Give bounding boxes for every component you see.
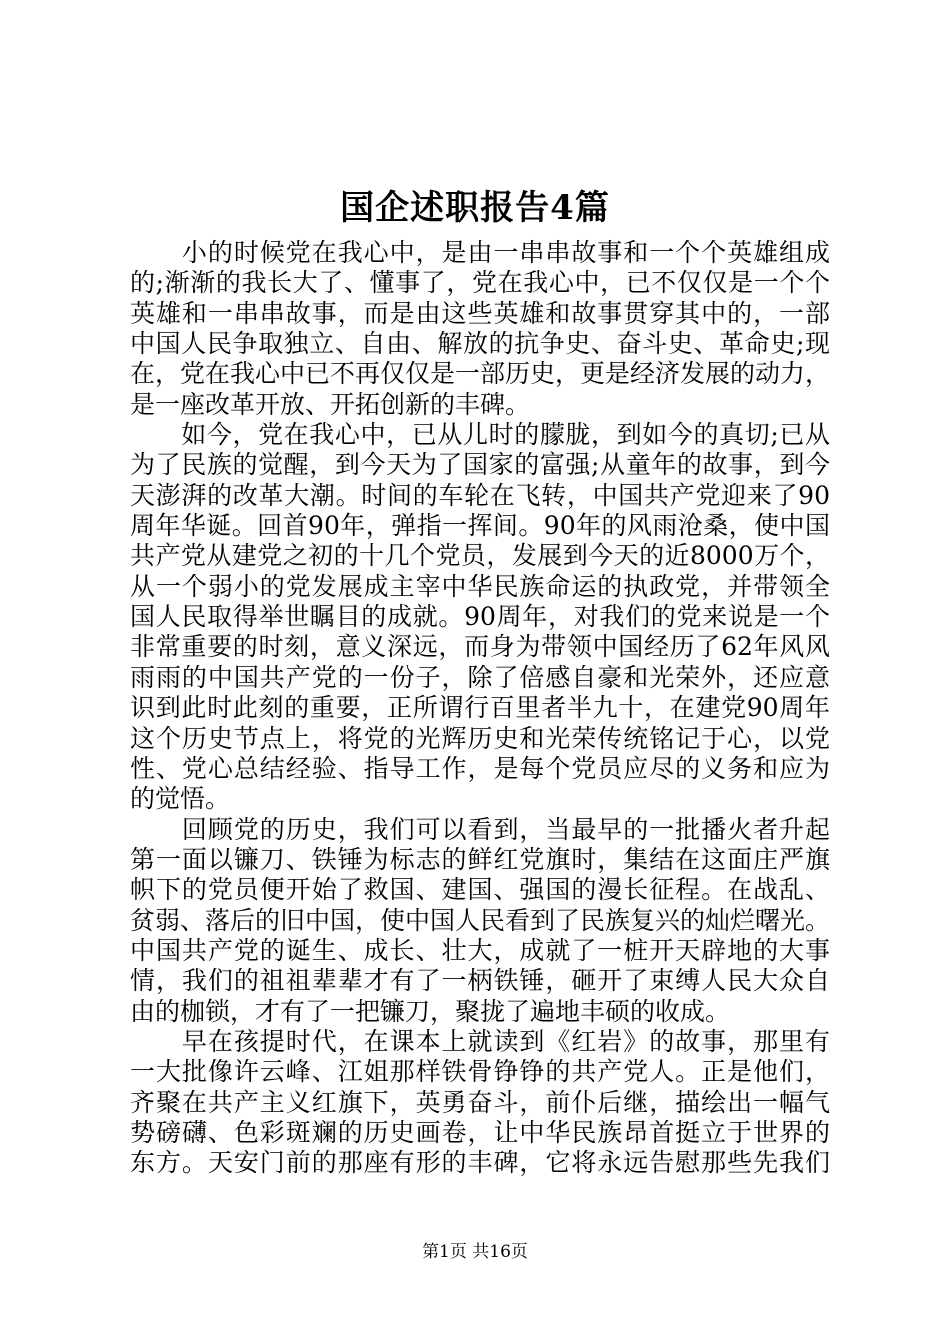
body-line: 共产党从建党之初的十几个党员，发展到今天的近8000万个， [130,541,830,571]
body-line: 雨雨的中国共产党的一份子，除了倍感自豪和光荣外，还应意 [130,662,830,692]
body-line: 性、党心总结经验、指导工作，是每个党员应尽的义务和应为 [130,753,830,783]
body-line: 天澎湃的改革大潮。时间的车轮在飞转，中国共产党迎来了90 [130,480,830,510]
body-line: 从一个弱小的党发展成主宰中华民族命运的执政党，并带领全 [130,571,830,601]
body-line: 是一座改革开放、开拓创新的丰碑。 [130,389,531,419]
document-title: 国企述职报告4篇 [340,188,610,228]
body-line: 非常重要的时刻，意义深远，而身为带领中国经历了62年风风 [130,632,830,662]
body-line: 的;渐渐的我长大了、懂事了，党在我心中，已不仅仅是一个个 [130,268,830,298]
body-line: 国人民取得举世瞩目的成就。90周年，对我们的党来说是一个 [130,602,830,632]
body-line: 如今，党在我心中，已从儿时的朦胧，到如今的真切;已从 [130,420,830,450]
body-line: 齐聚在共产主义红旗下，英勇奋斗，前仆后继，描绘出一幅气 [130,1087,830,1117]
body-line: 识到此时此刻的重要，正所谓行百里者半九十，在建党90周年 [130,693,830,723]
body-line: 情，我们的祖祖辈辈才有了一柄铁锤，砸开了束缚人民大众自 [130,966,830,996]
page-footer: 第1页 共16页 [422,1242,528,1262]
body-line: 的觉悟。 [130,784,231,814]
document-body [130,238,830,1179]
body-line: 由的枷锁，才有了一把镰刀，聚拢了遍地丰硕的收成。 [130,996,731,1026]
body-line: 小的时候党在我心中，是由一串串故事和一个个英雄组成 [130,238,830,267]
body-line: 这个历史节点上，将党的光辉历史和光荣传统铭记于心，以党 [130,723,830,753]
body-line: 中国共产党的诞生、成长、壮大，成就了一桩开天辟地的大事 [130,935,830,965]
body-line: 回顾党的历史，我们可以看到，当最早的一批播火者升起 [130,814,830,844]
body-line: 第一面以镰刀、铁锤为标志的鲜红党旗时，集结在这面庄严旗 [130,844,830,874]
body-line: 帜下的党员便开始了救国、建国、强国的漫长征程。在战乱、 [130,875,830,905]
body-line: 周年华诞。回首90年，弹指一挥间。90年的风雨沧桑，使中国 [130,511,830,541]
body-line: 早在孩提时代，在课本上就读到《红岩》的故事，那里有 [130,1026,830,1056]
body-line: 在，党在我心中已不再仅仅是一部历史，更是经济发展的动力， [130,359,831,389]
body-line: 英雄和一串串故事，而是由这些英雄和故事贯穿其中的，一部 [130,298,830,328]
body-line: 中国人民争取独立、自由、解放的抗争史、奋斗史、革命史;现 [130,329,830,359]
body-line: 一大批像许云峰、江姐那样铁骨铮铮的共产党人。正是他们， [130,1057,830,1087]
body-line: 贫弱、落后的旧中国，使中国人民看到了民族复兴的灿烂曙光。 [130,905,831,935]
body-line: 为了民族的觉醒，到今天为了国家的富强;从童年的故事，到今 [130,450,830,480]
body-line: 东方。天安门前的那座有形的丰碑，它将永远告慰那些先我们 [130,1148,830,1178]
body-line: 势磅礴、色彩斑斓的历史画卷，让中华民族昂首挺立于世界的 [130,1117,830,1147]
